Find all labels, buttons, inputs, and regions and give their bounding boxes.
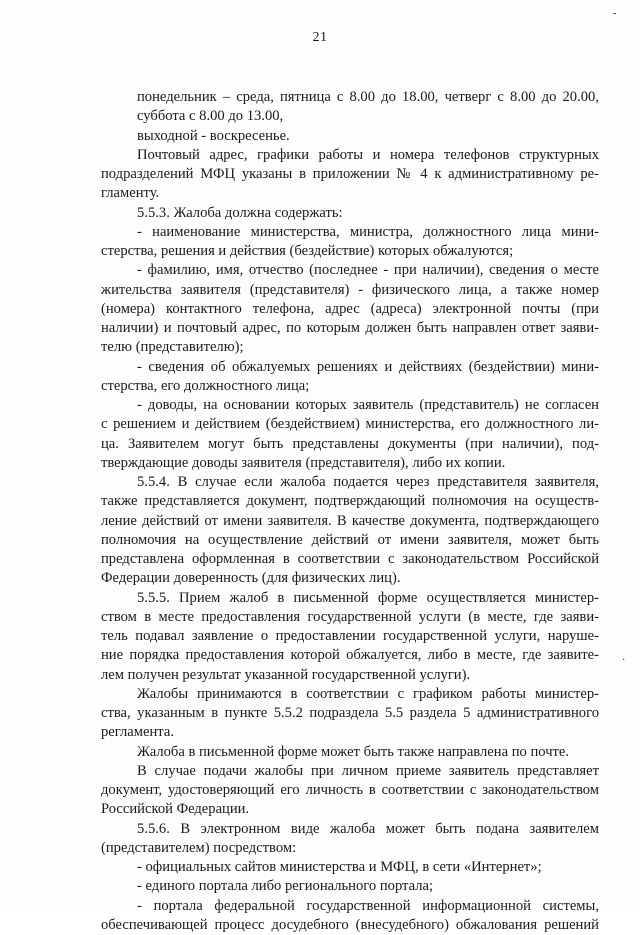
text-line: В случае подачи жалобы при личном приеме заявитель представляет (137, 762, 599, 779)
text-line: гламенту. (101, 185, 160, 202)
text-line: представлена оформленная в соответствии с законодательством Российской (101, 551, 599, 567)
text-line: - единого портала либо регионального портала; (137, 878, 434, 895)
document-body (101, 88, 599, 935)
text-line: подразделений МФЦ указаны в приложении № 4 к административному ре- (101, 166, 599, 182)
text-line: с решением и действием (бездействием) министерства, его должностного ли- (101, 416, 599, 433)
text-line: - фамилию, имя, отчество (последнее - при наличии), сведения о месте (137, 262, 599, 279)
text-line: Почтовый адрес, графики работы и номера телефонов структурных (137, 146, 599, 163)
text-line: ства, указанным в пункте 5.5.2 подраздела 5.5 раздела 5 административного (101, 705, 599, 721)
text-line: регламента. (101, 724, 174, 741)
text-line: выходной - воскресенье. (137, 127, 290, 144)
text-line: ца. Заявителем могут быть представлены документы (при наличии), под- (101, 435, 599, 452)
text-line: (номера) контактного телефона, адрес (адреса) электронной почты (при (101, 300, 599, 317)
text-line: Федерации доверенность (для физических лиц). (101, 570, 401, 587)
margin-mark: · (622, 655, 626, 666)
text-line: обеспечивающей процесс досудебного (внесудебного) обжалования решений (101, 916, 599, 933)
text-line: ством в месте предоставления государственной услуги (в месте, где заяви- (101, 608, 599, 625)
text-line: стерства, его должностного лица; (101, 377, 310, 394)
text-line: тверждающие доводы заявителя (представителя), либо их копии. (101, 454, 506, 471)
text-line: лем получен результат указанной государственной услуги). (101, 666, 471, 683)
text-line: 5.5.3. Жалоба должна содержать: (137, 204, 343, 221)
text-line: телю (представителю); (101, 339, 244, 356)
text-line: 5.5.6. В электронном виде жалоба может быть подана заявителем (137, 820, 599, 837)
text-line: документ, удостоверяющий его личность в соответствии с законодательством (101, 782, 599, 798)
text-line: ние порядка предоставления которой обжалуется, либо в месте, где заявите- (101, 647, 599, 664)
text-line: 5.5.4. В случае если жалоба подается через представителя заявителя, (137, 474, 599, 490)
text-line: 5.5.5. Прием жалоб в письменной форме осуществляется министер- (137, 589, 599, 606)
text-line: - портала федеральной государственной информационной системы, (137, 897, 599, 914)
text-line: - сведения об обжалуемых решениях и действиях (бездействии) мини- (137, 358, 599, 375)
text-line: стерства, решения и действия (бездействие) которых обжалуются; (101, 243, 514, 259)
text-line: - наименование министерства, министра, должностного лица мини- (137, 223, 599, 240)
text-line: жительства заявителя (представителя) - физического лица, а также номер (101, 281, 599, 298)
text-line: - доводы, на основании которых заявитель (представитель) не согласен (137, 397, 599, 413)
text-line: - официальных сайтов министерства и МФЦ, в сети «Интернет»; (137, 859, 542, 875)
page-number: 21 (312, 30, 328, 45)
corner-mark: - (613, 8, 617, 19)
text-line: также представляется документ, подтверждающий полномочия на осуществ- (101, 493, 599, 510)
text-line: Российской Федерации. (101, 801, 250, 818)
text-line: тель подавал заявление о предоставлении государственной услуги, наруше- (101, 628, 599, 644)
text-line: полномочия на осуществление действий от имени заявителя, может быть (101, 531, 599, 548)
text-line: понедельник – среда, пятница с 8.00 до 18.00, четверг с 8.00 до 20.00, (137, 89, 599, 105)
text-line: Жалобы принимаются в соответствии с графиком работы министер- (137, 685, 599, 702)
text-line: (представителем) посредством: (101, 839, 297, 856)
text-line: ление действий от имени заявителя. В качестве документа, подтверждающего (101, 512, 599, 529)
text-line: суббота с 8.00 до 13.00, (137, 108, 284, 125)
text-line: наличии) и почтовый адрес, по которым должен быть направлен ответ заяви- (101, 320, 599, 336)
text-line: Жалоба в письменной форме может быть также направлена по почте. (137, 743, 570, 760)
